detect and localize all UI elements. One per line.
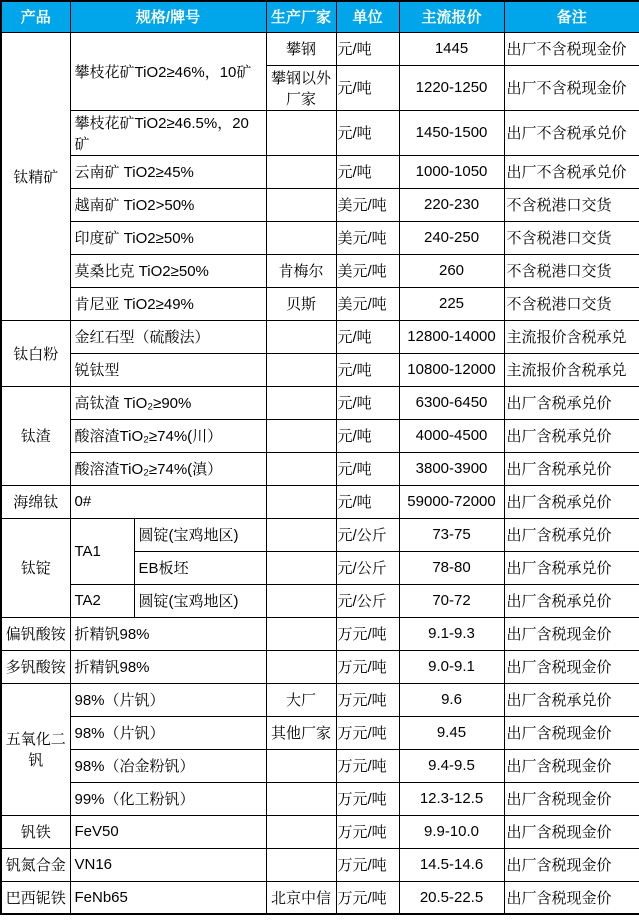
manufacturer-cell xyxy=(266,452,336,485)
remark-cell: 出厂含税承兑价 xyxy=(504,683,639,716)
price-cell: 1450-1500 xyxy=(399,110,504,155)
remark-cell: 不含税港口交货 xyxy=(504,254,639,287)
spec-type-cell: 圆锭(宝鸡地区) xyxy=(134,518,266,551)
table-row xyxy=(1,650,639,683)
spec-cell: 云南矿 TiO2≥45% xyxy=(70,155,266,188)
manufacturer-cell xyxy=(266,110,336,155)
spec-cell: 折精钒98% xyxy=(70,617,266,650)
spec-type-cell: 圆锭(宝鸡地区) xyxy=(134,584,266,617)
spec-cell: 99%（化工粉钒） xyxy=(70,782,266,815)
unit-cell: 元/吨 xyxy=(336,32,399,65)
unit-cell: 美元/吨 xyxy=(336,287,399,320)
table-row xyxy=(1,683,639,716)
product-cell: 钛精矿 xyxy=(1,32,70,320)
table-row xyxy=(1,815,639,848)
price-cell: 225 xyxy=(399,287,504,320)
price-cell: 9.4-9.5 xyxy=(399,749,504,782)
remark-cell: 出厂含税承兑价 xyxy=(504,584,639,617)
price-cell: 6300-6450 xyxy=(399,386,504,419)
spec-type-cell: EB板坯 xyxy=(134,551,266,584)
remark-cell: 出厂含税承兑价 xyxy=(504,485,639,518)
remark-cell: 出厂含税现金价 xyxy=(504,815,639,848)
manufacturer-cell xyxy=(266,386,336,419)
spec-cell: 锐钛型 xyxy=(70,353,266,386)
spec-cell: 印度矿 TiO2≥50% xyxy=(70,221,266,254)
unit-cell: 美元/吨 xyxy=(336,188,399,221)
spec-cell: 高钛渣 TiO₂≥90% xyxy=(70,386,266,419)
table-row xyxy=(1,155,639,188)
manufacturer-cell xyxy=(266,221,336,254)
manufacturer-cell xyxy=(266,584,336,617)
price-cell: 1000-1050 xyxy=(399,155,504,188)
table-row xyxy=(1,419,639,452)
manufacturer-cell: 北京中信 xyxy=(266,881,336,914)
price-cell: 9.45 xyxy=(399,716,504,749)
price-cell: 3800-3900 xyxy=(399,452,504,485)
table-row xyxy=(1,716,639,749)
remark-cell: 出厂含税现金价 xyxy=(504,848,639,881)
price-cell: 20.5-22.5 xyxy=(399,881,504,914)
unit-cell: 万元/吨 xyxy=(336,617,399,650)
spec-cell: 攀枝花矿TiO2≥46%，10矿 xyxy=(70,32,266,110)
manufacturer-cell xyxy=(266,518,336,551)
price-cell: 220-230 xyxy=(399,188,504,221)
spec-cell: FeV50 xyxy=(70,815,266,848)
table-row xyxy=(1,881,639,914)
manufacturer-cell xyxy=(266,848,336,881)
product-cell: 钛白粉 xyxy=(1,320,70,386)
table-row xyxy=(1,782,639,815)
table-row xyxy=(1,848,639,881)
spec-cell: 0# xyxy=(70,485,266,518)
manufacturer-cell: 大厂 xyxy=(266,683,336,716)
remark-cell: 出厂含税现金价 xyxy=(504,650,639,683)
remark-cell: 不含税港口交货 xyxy=(504,287,639,320)
price-cell: 78-80 xyxy=(399,551,504,584)
spec-cell: 莫桑比克 TiO2≥50% xyxy=(70,254,266,287)
col-header-spec: 规格/牌号 xyxy=(70,1,266,32)
col-header-manufacturer: 生产厂家 xyxy=(266,1,336,32)
price-cell: 12.3-12.5 xyxy=(399,782,504,815)
manufacturer-cell xyxy=(266,419,336,452)
spec-cell: 酸溶渣TiO₂≥74%(川） xyxy=(70,419,266,452)
remark-cell: 主流报价含税承兑 xyxy=(504,353,639,386)
remark-cell: 出厂含税承兑价 xyxy=(504,386,639,419)
price-cell: 9.1-9.3 xyxy=(399,617,504,650)
product-cell: 钒铁 xyxy=(1,815,70,848)
remark-cell: 出厂含税承兑价 xyxy=(504,551,639,584)
unit-cell: 万元/吨 xyxy=(336,815,399,848)
spec-grade-cell: TA1 xyxy=(70,518,134,584)
table-row xyxy=(1,221,639,254)
unit-cell: 元/吨 xyxy=(336,353,399,386)
table-row xyxy=(1,287,639,320)
table-row xyxy=(1,518,639,551)
manufacturer-cell: 其他厂家 xyxy=(266,716,336,749)
unit-cell: 元/吨 xyxy=(336,155,399,188)
table-row xyxy=(1,110,639,155)
unit-cell: 元/吨 xyxy=(336,452,399,485)
price-cell: 14.5-14.6 xyxy=(399,848,504,881)
unit-cell: 万元/吨 xyxy=(336,716,399,749)
price-cell: 59000-72000 xyxy=(399,485,504,518)
spec-cell: FeNb65 xyxy=(70,881,266,914)
unit-cell: 万元/吨 xyxy=(336,650,399,683)
remark-cell: 出厂不含税现金价 xyxy=(504,65,639,110)
price-cell: 9.9-10.0 xyxy=(399,815,504,848)
table-row xyxy=(1,617,639,650)
manufacturer-cell xyxy=(266,353,336,386)
manufacturer-cell: 攀钢以外厂家 xyxy=(266,65,336,110)
remark-cell: 出厂含税现金价 xyxy=(504,782,639,815)
unit-cell: 元/公斤 xyxy=(336,551,399,584)
spec-cell: 折精钒98% xyxy=(70,650,266,683)
unit-cell: 元/公斤 xyxy=(336,584,399,617)
unit-cell: 万元/吨 xyxy=(336,881,399,914)
price-cell: 4000-4500 xyxy=(399,419,504,452)
table-row xyxy=(1,485,639,518)
table-row xyxy=(1,32,639,65)
col-header-remark: 备注 xyxy=(504,1,639,32)
remark-cell: 出厂含税现金价 xyxy=(504,617,639,650)
product-cell: 海绵钛 xyxy=(1,485,70,518)
unit-cell: 美元/吨 xyxy=(336,221,399,254)
product-cell: 多钒酸铵 xyxy=(1,650,70,683)
manufacturer-cell: 肯梅尔 xyxy=(266,254,336,287)
table-row xyxy=(1,320,639,353)
remark-cell: 出厂不含税承兑价 xyxy=(504,110,639,155)
unit-cell: 元/吨 xyxy=(336,320,399,353)
table-row xyxy=(1,452,639,485)
spec-cell: 98%（冶金粉钒） xyxy=(70,749,266,782)
product-cell: 偏钒酸铵 xyxy=(1,617,70,650)
spec-cell: 酸溶渣TiO₂≥74%(滇） xyxy=(70,452,266,485)
remark-cell: 出厂含税承兑价 xyxy=(504,518,639,551)
unit-cell: 万元/吨 xyxy=(336,782,399,815)
price-cell: 1220-1250 xyxy=(399,65,504,110)
remark-cell: 不含税港口交货 xyxy=(504,221,639,254)
manufacturer-cell xyxy=(266,749,336,782)
manufacturer-cell xyxy=(266,320,336,353)
price-cell: 9.0-9.1 xyxy=(399,650,504,683)
price-cell: 240-250 xyxy=(399,221,504,254)
remark-cell: 出厂含税现金价 xyxy=(504,716,639,749)
header-row xyxy=(1,1,639,32)
spec-cell: VN16 xyxy=(70,848,266,881)
price-cell: 10800-12000 xyxy=(399,353,504,386)
col-header-product: 产品 xyxy=(1,1,70,32)
price-cell: 260 xyxy=(399,254,504,287)
manufacturer-cell: 贝斯 xyxy=(266,287,336,320)
manufacturer-cell xyxy=(266,551,336,584)
remark-cell: 不含税港口交货 xyxy=(504,188,639,221)
product-cell: 钛锭 xyxy=(1,518,70,617)
unit-cell: 万元/吨 xyxy=(336,683,399,716)
remark-cell: 出厂不含税现金价 xyxy=(504,32,639,65)
manufacturer-cell xyxy=(266,155,336,188)
table-row xyxy=(1,749,639,782)
unit-cell: 元/吨 xyxy=(336,386,399,419)
table-row xyxy=(1,353,639,386)
col-header-unit: 单位 xyxy=(336,1,399,32)
spec-cell: 肯尼亚 TiO2≥49% xyxy=(70,287,266,320)
unit-cell: 万元/吨 xyxy=(336,749,399,782)
manufacturer-cell xyxy=(266,485,336,518)
spec-cell: 攀枝花矿TiO2≥46.5%，20矿 xyxy=(70,110,266,155)
unit-cell: 美元/吨 xyxy=(336,254,399,287)
col-header-price: 主流报价 xyxy=(399,1,504,32)
spec-cell: 金红石型（硫酸法） xyxy=(70,320,266,353)
price-cell: 73-75 xyxy=(399,518,504,551)
unit-cell: 元/公斤 xyxy=(336,518,399,551)
price-cell: 9.6 xyxy=(399,683,504,716)
manufacturer-cell xyxy=(266,650,336,683)
table-row xyxy=(1,584,639,617)
unit-cell: 元/吨 xyxy=(336,419,399,452)
product-cell: 钛渣 xyxy=(1,386,70,485)
product-cell: 钒氮合金 xyxy=(1,848,70,881)
product-cell: 五氧化二钒 xyxy=(1,683,70,815)
remark-cell: 出厂含税承兑价 xyxy=(504,452,639,485)
table-row xyxy=(1,386,639,419)
manufacturer-cell xyxy=(266,815,336,848)
unit-cell: 元/吨 xyxy=(336,65,399,110)
remark-cell: 出厂含税现金价 xyxy=(504,749,639,782)
remark-cell: 出厂不含税承兑价 xyxy=(504,155,639,188)
spec-cell: 越南矿 TiO2>50% xyxy=(70,188,266,221)
price-cell: 1445 xyxy=(399,32,504,65)
spec-cell: 98%（片钒） xyxy=(70,716,266,749)
unit-cell: 元/吨 xyxy=(336,110,399,155)
table-row xyxy=(1,254,639,287)
remark-cell: 主流报价含税承兑 xyxy=(504,320,639,353)
remark-cell: 出厂含税承兑价 xyxy=(504,419,639,452)
product-cell: 巴西铌铁 xyxy=(1,881,70,914)
remark-cell: 出厂含税现金价 xyxy=(504,881,639,914)
price-cell: 70-72 xyxy=(399,584,504,617)
table-row xyxy=(1,188,639,221)
spec-grade-cell: TA2 xyxy=(70,584,134,617)
manufacturer-cell xyxy=(266,617,336,650)
unit-cell: 元/吨 xyxy=(336,485,399,518)
manufacturer-cell xyxy=(266,782,336,815)
manufacturer-cell xyxy=(266,188,336,221)
price-cell: 12800-14000 xyxy=(399,320,504,353)
unit-cell: 万元/吨 xyxy=(336,848,399,881)
spec-cell: 98%（片钒） xyxy=(70,683,266,716)
manufacturer-cell: 攀钢 xyxy=(266,32,336,65)
